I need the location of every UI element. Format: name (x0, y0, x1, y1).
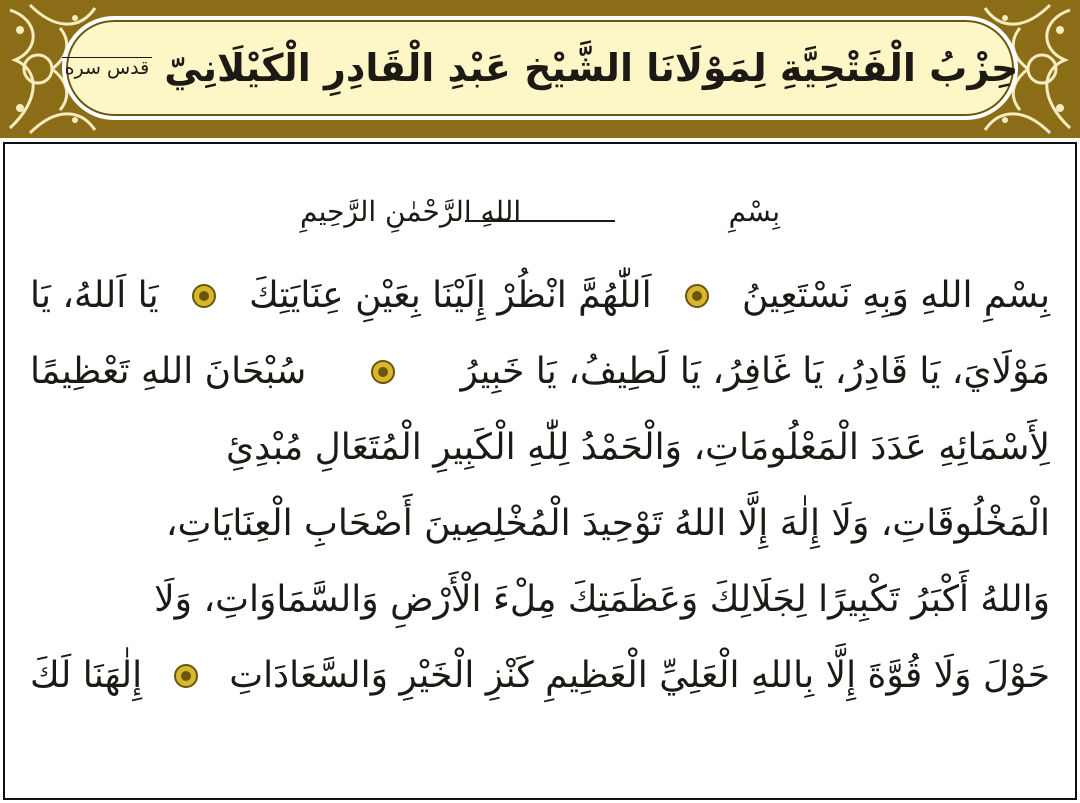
rosette-icon (173, 663, 199, 689)
verse-segment: الْمَخْلُوقَاتِ، وَلَا إِلٰهَ إِلَّا اللهُ تَوْحِيدَ الْمُخْلِصِينَ أَصْحَابِ الْعِنَايَاتِ، (165, 503, 1050, 544)
title-label: حِزْبُ الْفَتْحِيَّةِ لِمَوْلَانَا الشَّيْخ عَبْدِ الْقَادِرِ الْكَيْلَانِيّ (164, 46, 1019, 90)
verse-segment: وَاللهُ أَكْبَرُ تَكْبِيرًا لِجَلَالِكَ وَعَظَمَتِكَ مِلْءَ الْأَرْضِ وَالسَّمَاوَاتِ، وَلَا (154, 579, 1050, 620)
verse-segment: مَوْلَايَ، يَا قَادِرُ، يَا غَافِرُ، يَا لَطِيفُ، يَا خَبِيرُ (460, 351, 1050, 392)
verse-line-4 (30, 486, 1050, 562)
verse-segment: لِأَسْمَائِهِ عَدَدَ الْمَعْلُومَاتِ، وَالْحَمْدُ لِلّٰهِ الْكَبِيرِ الْمُتَعَالِ مُبْدِئِ (225, 427, 1050, 468)
basmala-elongation-stroke (465, 220, 615, 222)
hizb-text (30, 258, 1050, 714)
basmala-start: بِسْمِ (728, 195, 780, 228)
verse-segment: حَوْلَ وَلَا قُوَّةَ إِلَّا بِاللهِ الْعَلِيِّ الْعَظِيمِ كَنْزِ الْخَيْرِ وَالسَّعَادَاتِ (229, 655, 1050, 696)
verse-segment: سُبْحَانَ اللهِ تَعْظِيمًا (30, 351, 307, 392)
rosette-icon (684, 283, 710, 309)
verse-segment: بِسْمِ اللهِ وَبِهِ نَسْتَعِينُ (742, 275, 1050, 316)
verse-line-5 (30, 562, 1050, 638)
rosette-icon (370, 359, 396, 385)
verse-line-3 (30, 410, 1050, 486)
verse-line-6 (30, 638, 1050, 714)
rosette-icon (191, 283, 217, 309)
page-title (62, 16, 1018, 120)
verse-line-2 (30, 334, 1050, 410)
basmala-end: اللهِ الرَّحْمٰنِ الرَّحِيمِ (300, 195, 522, 228)
honorific-mark: قدس سره (62, 57, 153, 79)
verse-segment: يَا اَللهُ، يَا (30, 275, 159, 316)
verse-segment: اَللّٰهُمَّ انْظُرْ إِلَيْنَا بِعَيْنِ عِنَايَتِكَ (249, 275, 652, 316)
verse-line-1 (30, 258, 1050, 334)
verse-segment: إِلٰهَنَا لَكَ (30, 655, 143, 696)
